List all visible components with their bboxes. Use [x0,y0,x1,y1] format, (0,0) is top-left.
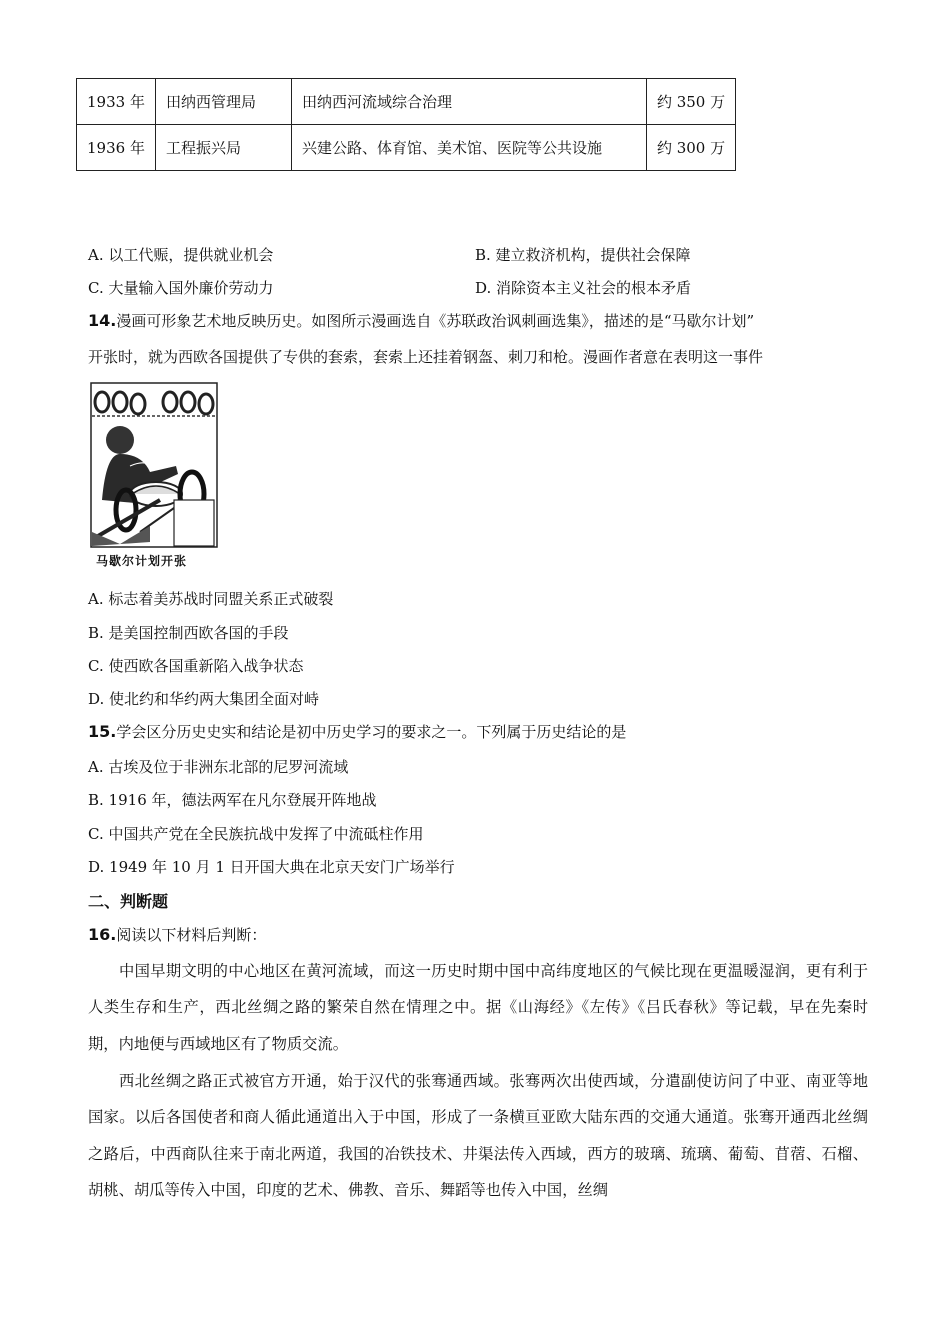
relief-program-table [76,78,736,171]
year-cell: 1933 年 [77,79,156,125]
q13-option-c[interactable]: C. 大量输入国外廉价劳动力 [88,279,274,297]
q14-stem [88,310,754,331]
project-cell: 田纳西河流域综合治理 [291,79,646,125]
table-row [77,79,736,125]
q15-option-a[interactable]: A. 古埃及位于非洲东北部的尼罗河流域 [88,758,349,776]
marshall-plan-cartoon [90,382,218,572]
q14-stem-line2: 开张时，就为西欧各国提供了专供的套索，套索上还挂着钢盔、刺刀和枪。漫画作者意在表明这一事件 [88,348,764,366]
q14-option-d[interactable]: D. 使北约和华约两大集团全面对峙 [88,690,320,708]
section-title: 二、判断题 [88,892,169,911]
agency-cell: 田纳西管理局 [155,79,291,125]
q13-option-b[interactable]: B. 建立救济机构，提供社会保障 [475,246,691,264]
q15-option-b[interactable]: B. 1916 年，德法两军在凡尔登展开阵地战 [88,791,377,809]
q14-number: 14. [88,311,117,330]
q15-option-c[interactable]: C. 中国共产党在全民族抗战中发挥了中流砥柱作用 [88,825,424,843]
reading-paragraph-2: 西北丝绸之路正式被官方开通，始于汉代的张骞通西域。张骞两次出使西域，分遣副使访问了中亚、南亚等地国家。以后各国使者和商人循此通道出入于中国，形成了一条横亘亚欧大陆东西的交通大通道。张骞开通西北丝绸之路后，中西商队往来于南北两道，我国的冶铁技术、井渠法传入西域，西方的玻璃、琉璃、葡萄、苜蓿、石榴、胡桃、胡瓜等传入中国，印度的艺术、佛教、音乐、舞蹈等也传入中国，丝绸 [88,1072,868,1199]
q14-option-c[interactable]: C. 使西欧各国重新陷入战争状态 [88,657,304,675]
q16-stem [88,924,266,945]
year-cell: 1936 年 [77,125,156,171]
q13-option-a[interactable]: A. 以工代赈，提供就业机会 [88,246,274,264]
cartoon-caption: 马歇尔计划开张 [96,554,188,568]
project-cell: 兴建公路、体育馆、美术馆、医院等公共设施 [291,125,646,171]
table-row [77,125,736,171]
q15-option-d[interactable]: D. 1949 年 10 月 1 日开国大典在北京天安门广场举行 [88,858,455,876]
people-cell: 约 300 万 [646,125,735,171]
q14-option-b[interactable]: B. 是美国控制西欧各国的手段 [88,624,289,642]
q14-stem-line1: 漫画可形象艺术地反映历史。如图所示漫画选自《苏联政治讽刺画选集》，描述的是“马歇尔计划” [116,312,755,330]
cartoon-illustration [90,382,218,572]
q15-stem [88,721,626,742]
q16-number: 16. [88,925,117,944]
reading-paragraph-1: 中国早期文明的中心地区在黄河流域，而这一历史时期中国中高纬度地区的气候比现在更温暖湿润，更有利于人类生存和生产，西北丝绸之路的繁荣自然在情理之中。据《山海经》《左传》《吕氏春秋》等记载，早在先秦时期，内地便与西域地区有了物质交流。 [88,962,868,1053]
q14-option-a[interactable]: A. 标志着美苏战时同盟关系正式破裂 [88,590,334,608]
q16-stem-text: 阅读以下材料后判断： [116,926,267,944]
people-cell: 约 350 万 [646,79,735,125]
agency-cell: 工程振兴局 [155,125,291,171]
q15-stem-text: 学会区分历史史实和结论是初中历史学习的要求之一。下列属于历史结论的是 [116,723,627,741]
q15-number: 15. [88,722,117,741]
q13-option-d[interactable]: D. 消除资本主义社会的根本矛盾 [475,279,692,297]
